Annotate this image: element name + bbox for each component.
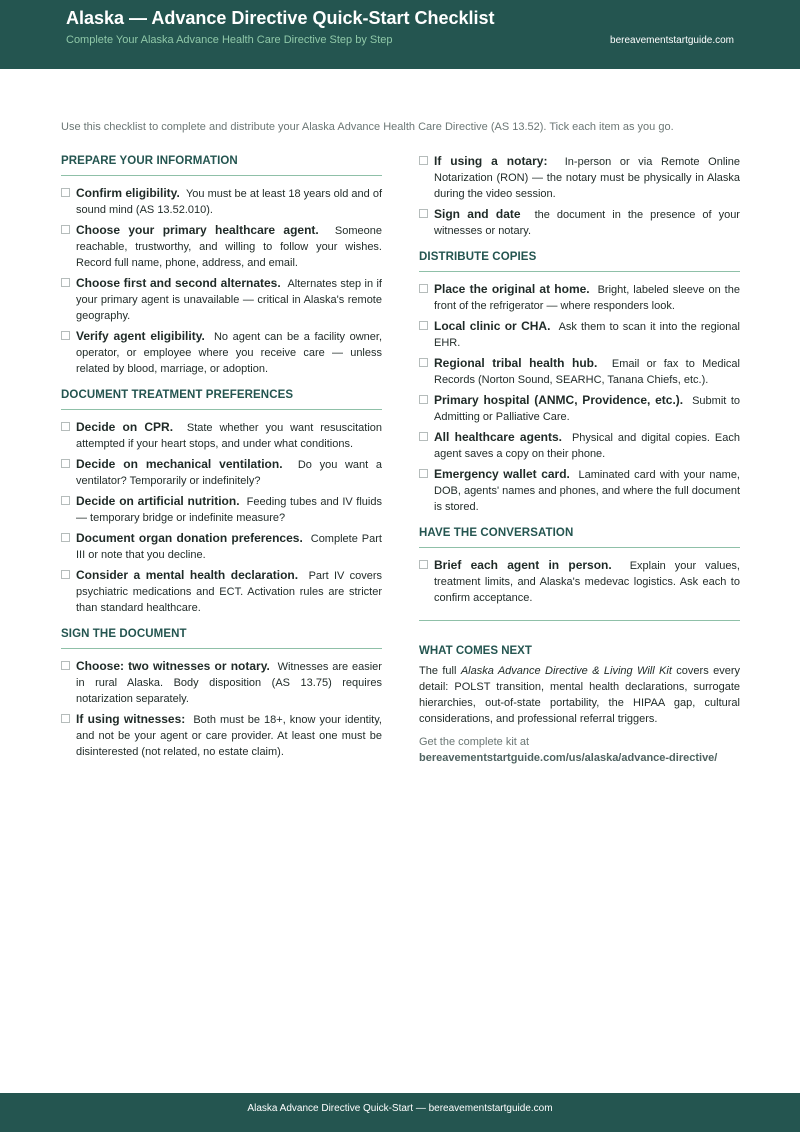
- checklist-item-lead: Confirm eligibility.: [76, 186, 180, 200]
- page-title: Alaska — Advance Directive Quick-Start Checklist: [66, 8, 495, 28]
- checkbox[interactable]: [61, 570, 70, 579]
- checklist-item-lead: Sign and date: [434, 207, 521, 221]
- checklist-item: [419, 392, 740, 425]
- checkbox[interactable]: [61, 225, 70, 234]
- kit-title: Alaska Advance Directive & Living Will Kit: [460, 665, 672, 677]
- checklist-item-text: Feeding tubes and IV fluids — temporary bridge or indefinite measure?: [76, 496, 382, 524]
- checklist-item-text: Alternates step in if your primary agent is unavailable — critical in Alaska's remote geography.: [76, 278, 382, 322]
- checklist-item-lead: Choose your primary healthcare agent.: [76, 223, 319, 237]
- checklist-item-text: Email or fax to Medical Records (Norton Sound, SEARHC, Tanana Chiefs, etc.).: [434, 358, 740, 386]
- section-heading: PREPARE YOUR INFORMATION: [61, 155, 382, 176]
- checkbox[interactable]: [419, 156, 428, 165]
- left-column: [61, 153, 382, 772]
- section-divider: [419, 620, 740, 621]
- checklist-item-lead: Place the original at home.: [434, 282, 590, 296]
- checklist-item: [61, 456, 382, 489]
- checkbox[interactable]: [61, 714, 70, 723]
- checkbox[interactable]: [61, 533, 70, 542]
- checklist-item: [61, 222, 382, 271]
- kit-label: Get the complete kit at: [419, 736, 530, 748]
- checklist-item-lead: If using a notary:: [434, 154, 548, 168]
- checklist-item: [61, 185, 382, 218]
- checkbox[interactable]: [419, 209, 428, 218]
- checklist-section: [419, 251, 740, 515]
- what-comes-next-heading: WHAT COMES NEXT: [419, 645, 532, 657]
- checklist-item: [61, 328, 382, 377]
- checkbox[interactable]: [419, 560, 428, 569]
- checkbox[interactable]: [419, 432, 428, 441]
- checklist-item: [419, 153, 740, 202]
- checklist-item-lead: Decide on CPR.: [76, 420, 174, 434]
- kit-link[interactable]: bereavementstartguide.com/us/alaska/advance-directive/: [419, 752, 718, 764]
- checklist-item: [61, 493, 382, 526]
- checklist-item-text: State whether you want resuscitation attempted if your heart stops, and under what conditions.: [76, 422, 382, 450]
- checklist-section: [61, 628, 382, 760]
- checklist-item: [61, 658, 382, 707]
- checklist-item-text: Both must be 18+, know your identity, and not be your agent or care provider. At least one must be disinterested (not related, no estate claim).: [76, 714, 382, 758]
- checklist-item-text: Submit to Admitting or Palliative Care.: [434, 395, 740, 423]
- checklist-section: [61, 389, 382, 616]
- checklist-item-text: Do you want a ventilator? Temporarily or indefinitely?: [76, 459, 382, 487]
- checklist-item-text: Ask them to scan it into the regional EHR.: [434, 321, 740, 349]
- checklist-item-lead: Decide on artificial nutrition.: [76, 494, 240, 508]
- checklist-item: [61, 530, 382, 563]
- checkbox[interactable]: [61, 459, 70, 468]
- checklist-item-lead: Emergency wallet card.: [434, 467, 570, 481]
- checklist-item: [419, 281, 740, 314]
- checkbox[interactable]: [61, 188, 70, 197]
- page-footer: [0, 1093, 800, 1132]
- checklist-item-lead: Choose first and second alternates.: [76, 276, 281, 290]
- checklist-item-text: Part IV covers psychiatric medications and ECT. Activation rules are stricter than standard healthcare.: [76, 570, 382, 614]
- checklist-item-lead: Primary hospital (ANMC, Providence, etc.).: [434, 393, 684, 407]
- checklist-item-lead: Decide on mechanical ventilation.: [76, 457, 283, 471]
- checklist-item-lead: Document organ donation preferences.: [76, 531, 303, 545]
- what-comes-next-body: [419, 663, 740, 727]
- page-subtitle: Complete Your Alaska Advance Health Care Directive Step by Step: [66, 34, 393, 46]
- checklist-item-text: In-person or via Remote Online Notarization (RON) — the notary must be physically in Alaska during the video session.: [434, 156, 740, 200]
- checklist-item: [419, 557, 740, 606]
- checkbox[interactable]: [61, 278, 70, 287]
- checklist-item-text: Complete Part III or note that you decline.: [76, 533, 382, 561]
- checklist-item-lead: Consider a mental health declaration.: [76, 568, 299, 582]
- checklist-item-text: No agent can be a facility owner, operator, or employee where you receive care — unless related by blood, marriage, or adoption.: [76, 331, 382, 375]
- right-column: [419, 153, 740, 766]
- checklist-item: [61, 419, 382, 452]
- checklist-item-text: the document in the presence of your witnesses or notary.: [434, 209, 740, 237]
- section-heading: DOCUMENT TREATMENT PREFERENCES: [61, 389, 382, 410]
- checklist-item-text: Explain your values, treatment limits, and Alaska's medevac logistics. Ask each to confirm acceptance.: [434, 560, 740, 604]
- body-prefix: The full: [419, 665, 461, 677]
- checkbox[interactable]: [419, 395, 428, 404]
- checkbox[interactable]: [419, 284, 428, 293]
- checkbox[interactable]: [419, 469, 428, 478]
- section-heading: SIGN THE DOCUMENT: [61, 628, 382, 649]
- checklist-item-lead: If using witnesses:: [76, 712, 186, 726]
- checklist-item-lead: All healthcare agents.: [434, 430, 562, 444]
- checklist-item-text: Bright, labeled sleeve on the front of the refrigerator — where responders look.: [434, 284, 740, 312]
- section-heading: HAVE THE CONVERSATION: [419, 527, 740, 548]
- section-heading: DISTRIBUTE COPIES: [419, 251, 740, 272]
- checkbox[interactable]: [61, 331, 70, 340]
- checklist-item-text: Witnesses are easier in rural Alaska. Body disposition (AS 13.75) requires notarization separately.: [76, 661, 382, 705]
- checklist-section: [419, 527, 740, 606]
- footer-text: Alaska Advance Directive Quick-Start — bereavementstartguide.com: [247, 1103, 553, 1114]
- checkbox[interactable]: [419, 321, 428, 330]
- checklist-item-lead: Verify agent eligibility.: [76, 329, 205, 343]
- checklist-item-text: Laminated card with your name, DOB, agents' names and phones, and where the full document is stored.: [434, 469, 741, 513]
- what-comes-next: [419, 645, 740, 766]
- checkbox[interactable]: [61, 661, 70, 670]
- checklist-item: [61, 275, 382, 324]
- checklist-item: [419, 429, 740, 462]
- checklist-item: [419, 466, 740, 515]
- checklist-item: [419, 355, 740, 388]
- intro-text: Use this checklist to complete and distribute your Alaska Advance Health Care Directive (AS 13.52). Tick each item as you go.: [61, 121, 674, 133]
- body-suffix: covers every detail: POLST transition, mental health declarations, surrogate hierarchies, out-of-state portability, the HIPAA gap, cultural considerations, and professional referral triggers.: [419, 665, 740, 725]
- checklist-item-text: Someone reachable, trustworthy, and willing to follow your wishes. Record full name, phone, address, and email.: [76, 225, 382, 269]
- checklist-item-text: Physical and digital copies. Each agent saves a copy on their phone.: [434, 432, 740, 460]
- checklist-item: [419, 318, 740, 351]
- checklist-item-text: You must be at least 18 years old and of sound mind (AS 13.52.010).: [76, 188, 383, 216]
- checkbox[interactable]: [419, 358, 428, 367]
- checklist-item-lead: Brief each agent in person.: [434, 558, 612, 572]
- checklist-item: [61, 711, 382, 760]
- checklist-item-lead: Local clinic or CHA.: [434, 319, 551, 333]
- checklist-item: [61, 567, 382, 616]
- checkbox[interactable]: [61, 496, 70, 505]
- checklist-item-lead: Choose: two witnesses or notary.: [76, 659, 270, 673]
- checklist-section: [61, 155, 382, 377]
- page-header: [0, 0, 800, 69]
- checklist-item-lead: Regional tribal health hub.: [434, 356, 598, 370]
- header-site: bereavementstartguide.com: [610, 35, 734, 46]
- checklist-item: [419, 206, 740, 239]
- checkbox[interactable]: [61, 422, 70, 431]
